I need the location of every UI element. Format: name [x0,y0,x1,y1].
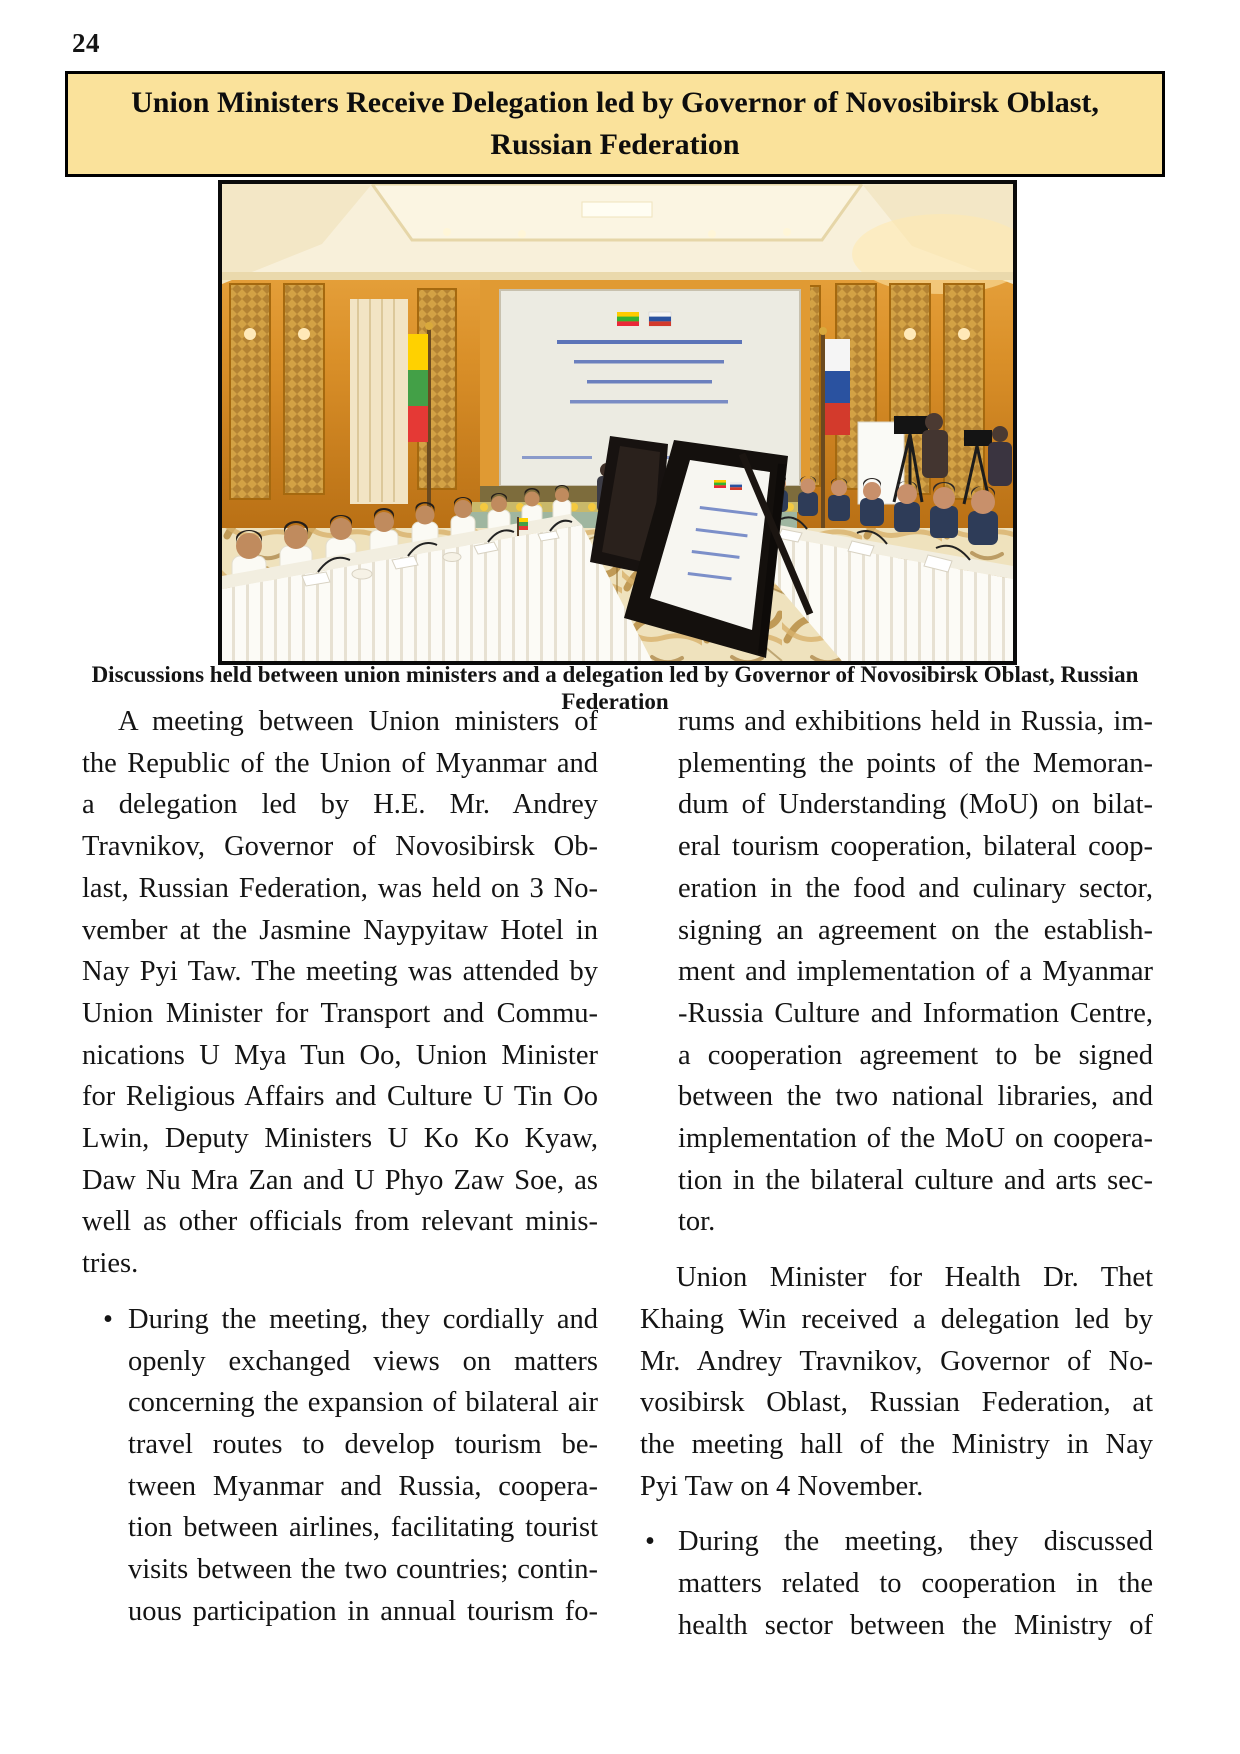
text-line: implementation of the MoU on coopera- [678,1123,1153,1155]
text-line: Union Minister for Transport and Commu- [82,997,598,1029]
paragraph [82,701,598,1285]
meeting-photo [218,180,1017,665]
text-line: vosibirsk Oblast, Russian Federation, at [640,1387,1153,1419]
text-line: During the meeting, they discussed [678,1526,1153,1558]
text-line: ment and implementation of a Myanmar [678,956,1153,988]
text-line: well as other officials from relevant minis- [82,1206,598,1238]
text-line: eration in the food and culinary sector, [678,872,1153,904]
text-line: openly exchanged views on matters [128,1345,598,1377]
photo-caption: Discussions held between union ministers and a delegation led by Governor of Novosibirsk Oblast, Russian Federation [91,662,1139,714]
text-line: health sector between the Ministry of [678,1609,1153,1641]
text-line: visits between the two countries; contin- [128,1554,598,1586]
text-line: tween Myanmar and Russia, coopera- [128,1470,598,1502]
page-number: 24 [72,28,100,58]
text-line: for Religious Affairs and Culture U Tin Oo [82,1081,598,1113]
text-line: Pyi Taw on 4 November. [640,1470,924,1502]
text-line: a cooperation agreement to be signed [678,1039,1153,1071]
text-line: Khaing Win received a delegation led by [640,1303,1153,1335]
text-line: Mr. Andrey Travnikov, Governor of No- [640,1345,1153,1377]
text-line: tries. [82,1248,139,1280]
text-line: last, Russian Federation, was held on 3 No- [82,872,598,904]
body-column-right [640,701,1153,1646]
body-column-left [82,701,598,1632]
text-line: -Russia Culture and Information Centre, [678,997,1153,1029]
text-line: travel routes to develop tourism be- [128,1428,598,1460]
text-line: A meeting between Union ministers of [118,706,598,737]
text-line: Union Minister for Health Dr. Thet [676,1262,1153,1294]
text-line: tion in the bilateral culture and arts sec- [678,1164,1153,1196]
text-line: vember at the Jasmine Naypyitaw Hotel in [82,914,598,946]
headline-box [65,71,1165,177]
text-line: matters related to cooperation in the [678,1568,1153,1600]
text-line: During the meeting, they cordially and [128,1303,598,1335]
text-line: rums and exhibitions held in Russia, im- [678,706,1153,737]
bullet-item [82,1299,598,1633]
text-line: Nay Pyi Taw. The meeting was attended by [82,956,598,988]
headline-line-1: Union Ministers Receive Delegation led by Governor of Novosibirsk Oblast, [131,86,1099,119]
text-line: Travnikov, Governor of Novosibirsk Ob- [82,831,598,863]
text-line: concerning the expansion of bilateral air [128,1387,598,1419]
text-line: dum of Understanding (MoU) on bilat- [678,789,1153,821]
text-line: a delegation led by H.E. Mr. Andrey [82,789,598,821]
text-line: eral tourism cooperation, bilateral coop- [678,831,1153,863]
text-line: nications U Mya Tun Oo, Union Minister [82,1039,598,1071]
meeting-photo-illustration [222,184,1013,661]
bullet-item [640,1521,1153,1646]
text-line: the Republic of the Union of Myanmar and [82,747,598,779]
headline-line-2: Russian Federation [490,128,740,161]
text-line: Daw Nu Mra Zan and U Phyo Zaw Soe, as [82,1164,598,1196]
text-line: signing an agreement on the establish- [678,914,1153,946]
bullet-marker: • [103,1303,113,1335]
paragraph [640,701,1153,1243]
text-line: the meeting hall of the Ministry in Nay [640,1428,1153,1460]
text-line: uous participation in annual tourism fo- [128,1595,598,1627]
text-line: Lwin, Deputy Ministers U Ko Ko Kyaw, [82,1123,598,1155]
text-line: plementing the points of the Memoran- [678,747,1153,779]
text-line: between the two national libraries, and [678,1081,1153,1113]
text-line: tor. [678,1206,716,1238]
bullet-marker: • [645,1526,655,1558]
text-line: tion between airlines, facilitating tourist [128,1512,598,1544]
paragraph [640,1257,1153,1507]
